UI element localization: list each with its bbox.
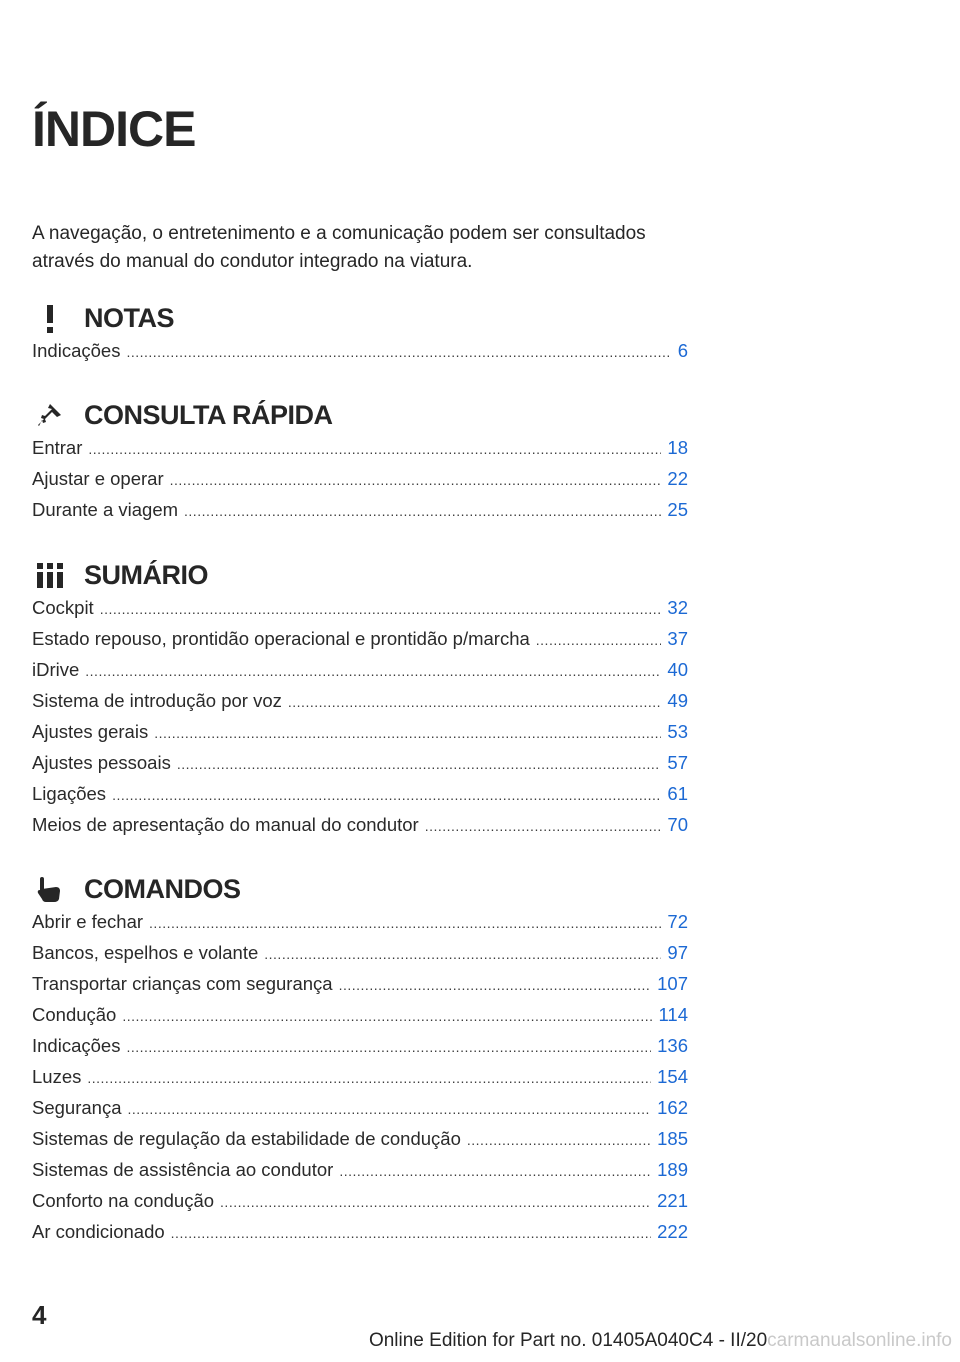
- toc-label: Transportar crianças com segurança: [32, 973, 333, 994]
- dot-leader: [112, 787, 661, 803]
- toc-label: Durante a viagem: [32, 499, 179, 520]
- toc-page-link[interactable]: 53: [667, 721, 688, 742]
- toc-entry[interactable]: [32, 437, 688, 468]
- dot-leader: [149, 915, 661, 931]
- exclamation-icon: [30, 298, 70, 338]
- toc-entry[interactable]: [32, 911, 688, 942]
- toc-label: Abrir e fechar: [32, 911, 144, 932]
- toc-label: Bancos, espelhos e volante: [32, 942, 259, 963]
- toc-page-link[interactable]: 40: [667, 659, 688, 680]
- dot-leader: [88, 441, 661, 457]
- grid-icon: [30, 555, 70, 595]
- section-title: COMANDOS: [84, 873, 241, 904]
- toc-page-link[interactable]: 97: [667, 942, 688, 963]
- dot-leader: [85, 663, 661, 679]
- toc-label: Estado repouso, prontidão operacional e prontidão p/marcha: [32, 628, 530, 649]
- section-comandos: [32, 867, 688, 1252]
- toc-page-link[interactable]: 6: [677, 340, 688, 361]
- dot-leader: [339, 1163, 651, 1179]
- toc-entry[interactable]: [32, 1159, 688, 1190]
- toc-label: Ajustes pessoais: [32, 752, 171, 773]
- toc-entry[interactable]: [32, 942, 688, 973]
- section-title: SUMÁRIO: [84, 559, 208, 590]
- dot-leader: [536, 632, 662, 648]
- toc-page-link[interactable]: 221: [657, 1190, 688, 1211]
- toc-page-link[interactable]: 61: [667, 783, 688, 804]
- pin-icon: [30, 395, 70, 435]
- toc-entry[interactable]: [32, 1066, 688, 1097]
- dot-leader: [467, 1132, 651, 1148]
- dot-leader: [154, 725, 661, 741]
- dot-leader: [425, 818, 662, 834]
- dot-leader: [339, 977, 652, 993]
- toc-page-link[interactable]: 32: [667, 597, 688, 618]
- toc-entry[interactable]: [32, 721, 688, 752]
- toc-entry[interactable]: [32, 659, 688, 690]
- toc-entry[interactable]: [32, 752, 688, 783]
- toc-label: Luzes: [32, 1066, 82, 1087]
- toc-entry[interactable]: [32, 597, 688, 628]
- toc-page-link[interactable]: 222: [657, 1221, 688, 1242]
- toc-label: Ar condicionado: [32, 1221, 165, 1242]
- section-title: CONSULTA RÁPIDA: [84, 399, 333, 430]
- dot-leader: [87, 1070, 651, 1086]
- toc-page-link[interactable]: 37: [667, 628, 688, 649]
- toc-page-link[interactable]: 18: [667, 437, 688, 458]
- dot-leader: [177, 756, 662, 772]
- toc-page-link[interactable]: 25: [667, 499, 688, 520]
- toc-page-link[interactable]: 114: [658, 1004, 688, 1025]
- toc-entry[interactable]: [32, 1097, 688, 1128]
- toc-label: Condução: [32, 1004, 117, 1025]
- toc-entry[interactable]: [32, 1221, 688, 1252]
- toc-entry[interactable]: [32, 468, 688, 499]
- toc-entry[interactable]: [32, 814, 688, 845]
- hand-pointer-icon: [30, 869, 70, 909]
- dot-leader: [126, 1039, 651, 1055]
- edition-text: Online Edition for Part no. 01405A040C4 - II/20: [368, 1330, 768, 1351]
- toc-page-link[interactable]: 189: [657, 1159, 688, 1180]
- section-header: [32, 296, 688, 340]
- toc-label: Segurança: [32, 1097, 122, 1118]
- toc-page-link[interactable]: 185: [657, 1128, 688, 1149]
- toc-label: Indicações: [32, 340, 121, 361]
- dot-leader: [171, 1225, 651, 1241]
- toc-label: Sistemas de assistência ao condutor: [32, 1159, 334, 1180]
- toc-label: Sistemas de regulação da estabilidade de condução: [32, 1128, 461, 1149]
- dot-leader: [264, 946, 661, 962]
- toc-page-link[interactable]: 70: [667, 814, 688, 835]
- toc-label: Cockpit: [32, 597, 94, 618]
- section-notas: [32, 296, 688, 371]
- edition-footer: [369, 1330, 952, 1352]
- dot-leader: [127, 1101, 651, 1117]
- toc-page-link[interactable]: 49: [667, 690, 688, 711]
- toc-entry[interactable]: [32, 690, 688, 721]
- toc-page-link[interactable]: 72: [667, 911, 688, 932]
- section-header: [32, 393, 688, 437]
- section-title: NOTAS: [84, 302, 174, 333]
- intro-text: A navegação, o entretenimento e a comunicação podem ser consultados através do manual do condutor integrado na viatura.: [32, 223, 646, 272]
- toc-entry[interactable]: [32, 1004, 688, 1035]
- toc-entry[interactable]: [32, 1190, 688, 1221]
- dot-leader: [100, 601, 662, 617]
- toc-label: Indicações: [32, 1035, 121, 1056]
- dot-leader: [220, 1194, 651, 1210]
- toc-label: Ajustes gerais: [32, 721, 149, 742]
- toc-entry[interactable]: [32, 340, 688, 371]
- section-header: [32, 553, 688, 597]
- toc-page-link[interactable]: 162: [657, 1097, 688, 1118]
- dot-leader: [184, 503, 661, 519]
- toc-entry[interactable]: [32, 628, 688, 659]
- toc-label: iDrive: [32, 659, 80, 680]
- page-title: ÍNDICE: [32, 101, 196, 157]
- toc-page-link[interactable]: 57: [667, 752, 688, 773]
- toc-label: Meios de apresentação do manual do condutor: [32, 814, 419, 835]
- toc-page-link[interactable]: 154: [657, 1066, 688, 1087]
- dot-leader: [126, 344, 671, 360]
- toc-page-link[interactable]: 136: [657, 1035, 688, 1056]
- toc-entry[interactable]: [32, 783, 688, 814]
- section-consulta-rapida: [32, 393, 688, 530]
- toc-label: Sistema de introdução por voz: [32, 690, 282, 711]
- section-sumario: [32, 553, 688, 845]
- dot-leader: [122, 1008, 652, 1024]
- page-number: 4: [32, 1300, 47, 1330]
- toc-label: Conforto na condução: [32, 1190, 215, 1211]
- section-header: [32, 867, 688, 911]
- toc-page-link[interactable]: 22: [667, 468, 688, 489]
- dot-leader: [288, 694, 662, 710]
- toc-entry[interactable]: [32, 973, 688, 1004]
- toc-entry[interactable]: [32, 1035, 688, 1066]
- toc-label: Ajustar e operar: [32, 468, 164, 489]
- dot-leader: [170, 472, 662, 488]
- toc-label: Entrar: [32, 437, 83, 458]
- toc-label: Ligações: [32, 783, 107, 804]
- toc-page-link[interactable]: 107: [657, 973, 688, 994]
- toc-entry[interactable]: [32, 499, 688, 530]
- toc-entry[interactable]: [32, 1128, 688, 1159]
- watermark: carmanualsonline.info: [767, 1330, 952, 1351]
